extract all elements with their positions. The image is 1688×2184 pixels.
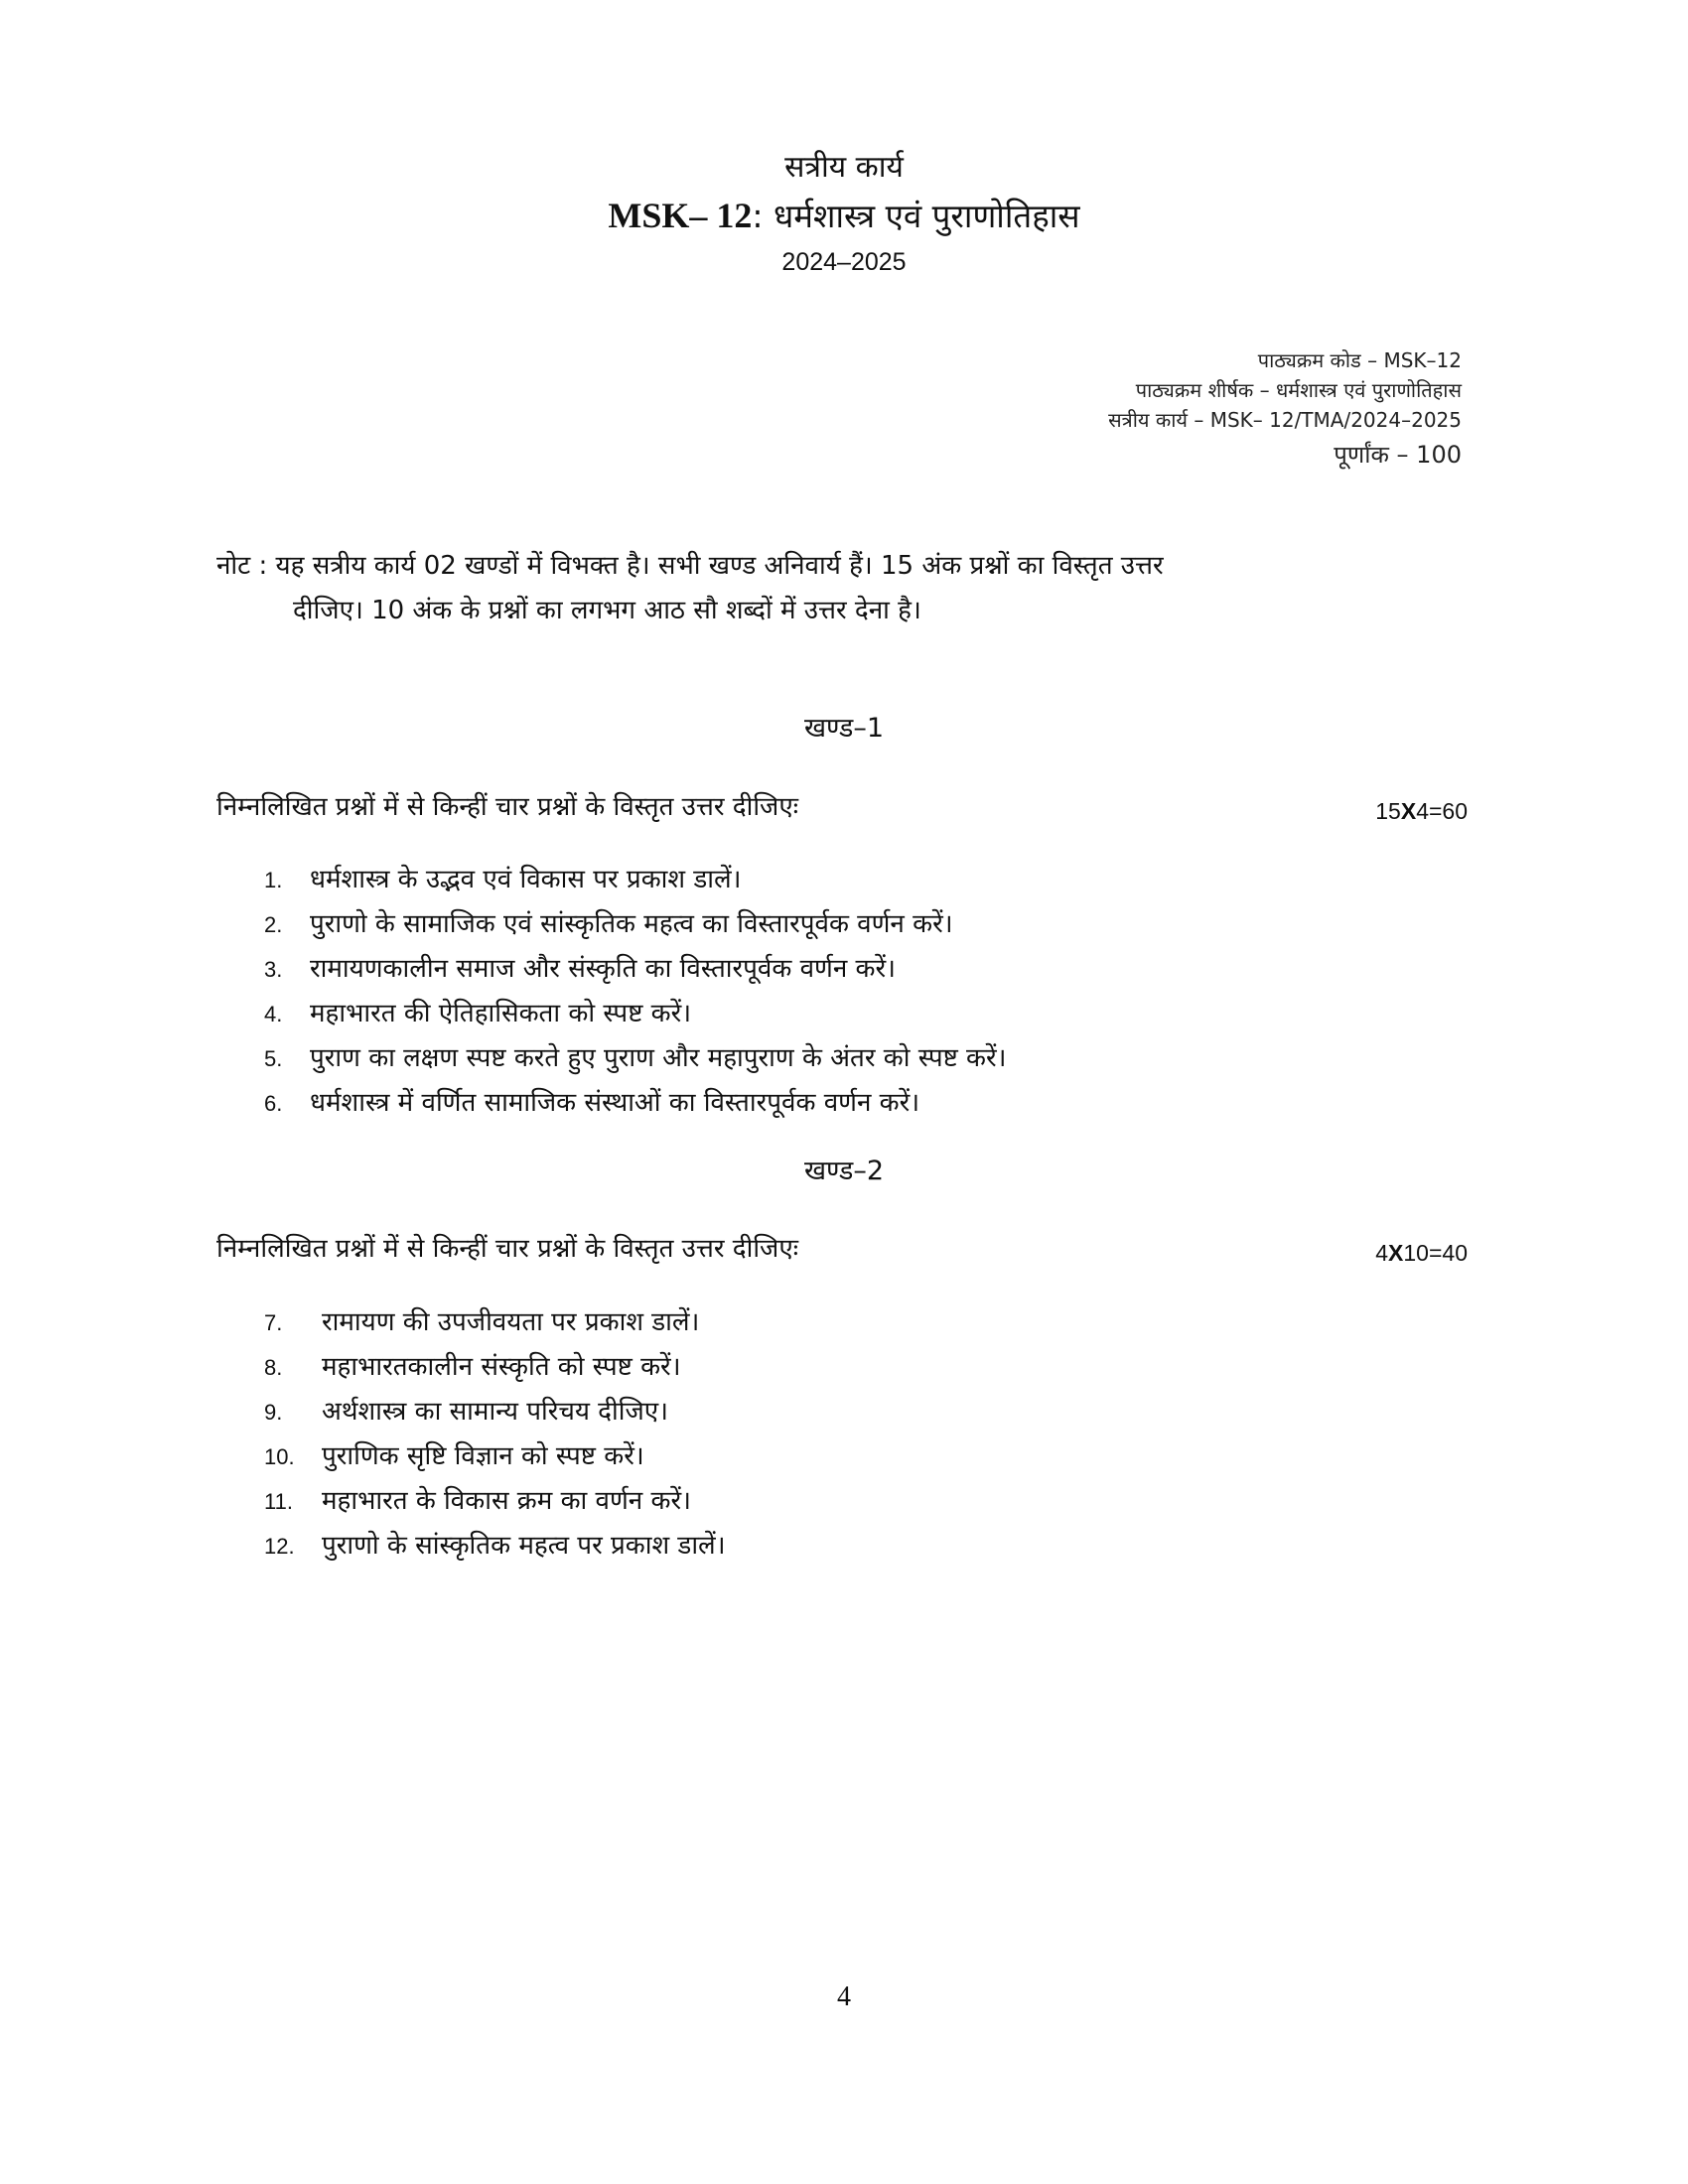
question-number: 8. bbox=[264, 1355, 283, 1380]
section-1-marks-b: 4=60 bbox=[1416, 798, 1468, 824]
question-item bbox=[264, 1345, 1356, 1390]
assignment-code-line: सत्रीय कार्य – MSK– 12/TMA/2024–2025 bbox=[1108, 408, 1462, 432]
section-2-instruction: निम्नलिखित प्रश्नों में से किन्हीं चार प्रश्नों के विस्तृत उत्तर दीजिएः bbox=[216, 1234, 798, 1264]
question-text: अर्थशास्त्र का सामान्य परिचय दीजिए। bbox=[322, 1397, 668, 1427]
course-meta bbox=[1108, 345, 1462, 473]
section-2-title: खण्ड–2 bbox=[803, 1156, 885, 1186]
document-title: सत्रीय कार्य bbox=[784, 150, 904, 185]
question-number: 2. bbox=[264, 912, 283, 937]
section-1-marks bbox=[1375, 791, 1468, 831]
course-title-line: पाठ्यक्रम शीर्षक – धर्मशास्त्र एवं पुराणोतिहास bbox=[1135, 378, 1462, 402]
question-text: रामायणकालीन समाज और संस्कृति का विस्तारपूर्वक वर्णन करें। bbox=[310, 954, 896, 984]
question-number: 1. bbox=[264, 868, 283, 892]
question-text: पुराणो के सांस्कृतिक महत्व पर प्रकाश डालें। bbox=[322, 1531, 726, 1561]
question-text: धर्मशास्त्र में वर्णित सामाजिक संस्थाओं का विस्तारपूर्वक वर्णन करें। bbox=[310, 1088, 920, 1118]
section-2-marks-x: X bbox=[1388, 1240, 1404, 1266]
question-number: 6. bbox=[264, 1091, 283, 1116]
session-year: 2024–2025 bbox=[781, 248, 907, 276]
total-marks-line: पूर्णांक – 100 bbox=[1334, 441, 1462, 469]
question-text: रामायण की उपजीवयता पर प्रकाश डालें। bbox=[322, 1307, 700, 1337]
question-item bbox=[264, 1081, 1356, 1126]
course-title: : धर्मशास्त्र एवं पुराणोतिहास bbox=[752, 197, 1080, 235]
section-2-question-list bbox=[264, 1300, 1356, 1569]
course-code: MSK– 12 bbox=[608, 196, 753, 235]
section-1-marks-a: 15 bbox=[1375, 798, 1401, 824]
question-item bbox=[264, 947, 1356, 992]
question-text: पुराणो के सामाजिक एवं सांस्कृतिक महत्व का विस्तारपूर्वक वर्णन करें। bbox=[310, 909, 953, 939]
question-text: पुराणिक सृष्टि विज्ञान को स्पष्ट करें। bbox=[322, 1441, 644, 1471]
question-number: 11. bbox=[264, 1489, 293, 1514]
question-text: महाभारतकालीन संस्कृति को स्पष्ट करें। bbox=[322, 1352, 681, 1382]
question-number: 9. bbox=[264, 1400, 283, 1425]
section-1-instruction: निम्नलिखित प्रश्नों में से किन्हीं चार प्रश्नों के विस्तृत उत्तर दीजिएः bbox=[216, 792, 798, 822]
question-item bbox=[264, 1036, 1356, 1081]
question-item bbox=[264, 1390, 1356, 1434]
question-item bbox=[264, 1479, 1356, 1524]
question-item bbox=[264, 1524, 1356, 1569]
question-text: महाभारत के विकास क्रम का वर्णन करें। bbox=[322, 1486, 691, 1516]
document-header bbox=[0, 147, 1688, 279]
question-item bbox=[264, 902, 1356, 947]
question-number: 10. bbox=[264, 1444, 295, 1469]
section-2-marks-b: 10=40 bbox=[1403, 1240, 1468, 1266]
section-1-marks-x: X bbox=[1400, 798, 1417, 824]
note-line-1: नोट : यह सत्रीय कार्य 02 खण्डों में विभक्त है। सभी खण्ड अनिवार्य हैं। 15 अंक प्रश्नों का विस्तृत उत्तर bbox=[216, 551, 1164, 581]
section-2-instruction-row bbox=[216, 1229, 1468, 1269]
section-1-instruction-row bbox=[216, 787, 1468, 827]
question-item bbox=[264, 1434, 1356, 1479]
question-number: 4. bbox=[264, 1002, 283, 1026]
question-number: 3. bbox=[264, 957, 283, 982]
page-number: 4 bbox=[837, 1981, 851, 2012]
question-item bbox=[264, 1300, 1356, 1345]
question-item bbox=[264, 992, 1356, 1036]
question-text: पुराण का लक्षण स्पष्ट करते हुए पुराण और महापुराण के अंतर को स्पष्ट करें। bbox=[310, 1043, 1007, 1073]
section-2-marks-a: 4 bbox=[1375, 1240, 1389, 1266]
note-line-2: दीजिए। 10 अंक के प्रश्नों का लगभग आठ सौ शब्दों में उत्तर देना है। bbox=[293, 596, 921, 625]
question-text: महाभारत की ऐतिहासिकता को स्पष्ट करें। bbox=[310, 999, 692, 1028]
question-text: धर्मशास्त्र के उद्भव एवं विकास पर प्रकाश डालें। bbox=[310, 865, 742, 894]
course-heading bbox=[0, 193, 1688, 239]
question-number: 12. bbox=[264, 1534, 295, 1559]
instructions-note bbox=[216, 544, 1487, 633]
section-1-title: खण्ड–1 bbox=[803, 713, 885, 744]
question-number: 5. bbox=[264, 1046, 283, 1071]
question-item bbox=[264, 858, 1356, 902]
question-number: 7. bbox=[264, 1310, 283, 1335]
course-code-line: पाठ्यक्रम कोड – MSK–12 bbox=[1257, 348, 1462, 372]
section-1-question-list bbox=[264, 858, 1356, 1126]
section-2-marks bbox=[1375, 1233, 1468, 1273]
